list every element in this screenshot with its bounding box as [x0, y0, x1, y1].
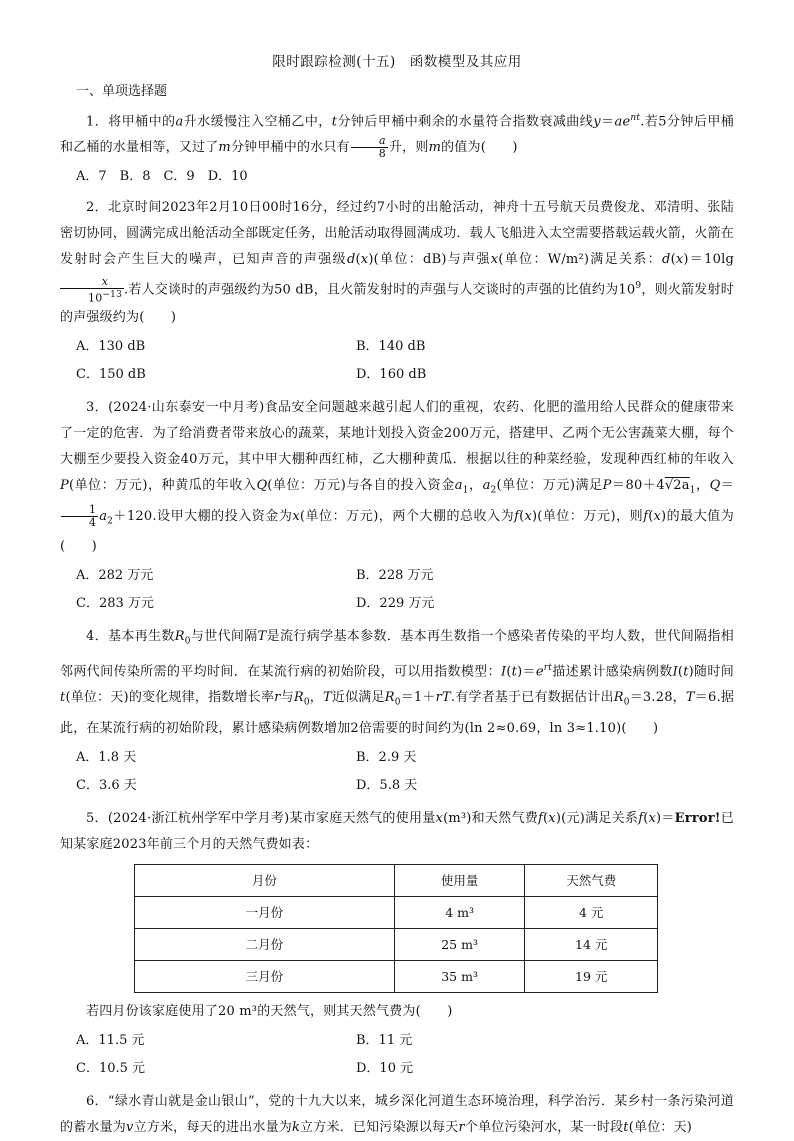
option-d: D．160 dB [356, 366, 427, 382]
question-5-followup: 若四月份该家庭使用了20 m³的天然气，则其天然气费为( ) [86, 1003, 453, 1019]
page-title: 限时跟踪检测(十五) 函数模型及其应用 [272, 54, 522, 70]
option-c: C．3.6 天 [76, 777, 137, 793]
option-a: A．11.5 元 [76, 1032, 145, 1048]
question-6-text: 6．“绿水青山就是金山银山”，党的十九大以来，城乡深化河道生态环境治理，科学治污．某乡村一条污染河道的蓄水量为v立方米，每天的进出水量为k立方米．已知污染源以每天r个单位污染河水，某一时段t(单位：天) [60, 1093, 734, 1135]
question-3-text: 3．(2024·山东泰安一中月考)食品安全问题越来越引起人们的重视，农药、化肥的滥用给人民群众的健康带来了一定的危害．为了给消费者带来放心的蔬菜，某地计划投入资金200万元，搭建甲、乙两个无公害蔬菜大棚，每个大棚至少要投入资金40万元，其中甲大棚种西红柿，乙大棚种黄瓜．根据以往的种菜经验，发现种西红柿的年收入P(单位：万元)，种黄瓜的年收入Q(单位：万元)与各自的投入资金$a_1$，$a_2$(单位：万元)满足$P=80+4√2a_1$，Q＝ $\frac{1}{4}$ $a_2+120$.设甲大棚的投入资金为x(单位：万元)，两个大棚的总收入为f(x)(单位：万元)，则f(x)的最大值为( ) [60, 399, 734, 555]
table-cell: 4 m³ [394, 896, 525, 928]
question-4-text: 4．基本再生数$R_0$与世代间隔T是流行病学基本参数．基本再生数指一个感染者传染的平均人数，世代间隔指相邻两代间传染所需的平均时间．在某流行病的初始阶段，可以用指数模型：$I(t)=e^{rt}$描述累计感染病例数I(t)随时间t(单位：天)的变化规律，指数增长率r与$R_0$，T近似满足$R_0=1+rT$.有学者基于已有数据估计出$R_0=3.28$，T＝6.据此，在某流行病的初始阶段，累计感染病例数增加2倍需要的时间约为(ln 2≈0.69，ln 3≈1.10)( ) [60, 629, 735, 736]
question-5-text: 5．(2024·浙江杭州学军中学月考)某市家庭天然气的使用量x(m³)和天然气费f(x)(元)满足关系f(x)＝Error!已知某家庭2023年前三个月的天然气费如表： [60, 810, 734, 852]
option-d: D．229 万元 [356, 596, 435, 612]
question-2-options [60, 335, 734, 387]
option-b: B．140 dB [356, 338, 426, 354]
table-cell: 14 元 [525, 928, 658, 960]
question-1-options: A．7 B．8 C．9 D．10 [76, 169, 248, 185]
table-header-row [135, 864, 658, 896]
option-c: C．150 dB [76, 366, 146, 382]
option-b: B．228 万元 [356, 568, 434, 584]
fraction-a-over-8: $\frac{a}{8}$ [351, 135, 388, 160]
table-row [135, 896, 658, 928]
question-3-options [60, 564, 734, 616]
option-c: C．283 万元 [76, 596, 154, 612]
gas-fee-table [134, 864, 658, 993]
section-heading: 一、单项选择题 [76, 84, 168, 99]
question-6 [60, 1089, 734, 1141]
table-cell: 19 元 [525, 960, 658, 992]
fraction-x-over-10e-13: $\frac{x}{10^{-13}}$ [60, 275, 124, 305]
option-b: B．2.9 天 [356, 749, 417, 765]
table-cell: 一月份 [135, 896, 395, 928]
question-4 [60, 624, 734, 798]
table-row [135, 960, 658, 992]
table-cell: 二月份 [135, 928, 395, 960]
option-a: A．282 万元 [76, 568, 154, 584]
option-d: D．5.8 天 [356, 777, 418, 793]
option-c: C．10.5 元 [76, 1060, 146, 1076]
table-cell: 25 m³ [394, 928, 525, 960]
table-header-cell: 天然气费 [525, 864, 658, 896]
table-row [135, 928, 658, 960]
question-5 [60, 806, 734, 1081]
table-cell: 4 元 [525, 896, 658, 928]
table-cell: 三月份 [135, 960, 395, 992]
question-1 [60, 105, 734, 189]
table-header-cell: 月份 [135, 864, 395, 896]
fraction-one-quarter: $\frac{1}{4}$ [61, 504, 98, 529]
question-3 [60, 395, 734, 616]
table-header-cell: 使用量 [394, 864, 525, 896]
question-2-text: 2．北京时间2023年2月10日00时16分，经过约7小时的出舱活动，神舟十五号航天员费俊龙、邓清明、张陆密切协同，圆满完成出舱活动全部既定任务，出舱活动取得圆满成功．载人飞船进入太空需要搭载运载火箭，火箭在发射时会产生巨大的噪声，已知声音的声强级d(x)(单位：dB)与声强x(单位：W/m²)满足关系：d(x)＝10lg $\frac{x}{10^{-13}}$ .若人交谈时的声强级约为50 dB，且火箭发射时的声强与人交谈时的声强的比值约为$10^9$，则火箭发射时的声强级约为( ) [60, 200, 735, 325]
question-4-options [60, 746, 734, 798]
question-2 [60, 195, 734, 387]
option-b: B．11 元 [356, 1032, 413, 1048]
option-d: D．10 元 [356, 1060, 414, 1076]
option-a: A．1.8 天 [76, 749, 137, 765]
question-5-options [60, 1029, 734, 1081]
question-1-text: 1．将甲桶中的a升水缓慢注入空桶乙中，t分钟后甲桶中剩余的水量符合指数衰减曲线$y=ae^{nt}$.若5分钟后甲桶和乙桶的水量相等，又过了m分钟甲桶中的水只有 $\frac{a}{8}$ 升，则m的值为( ) [60, 113, 735, 161]
option-a: A．130 dB [76, 338, 146, 354]
table-cell: 35 m³ [394, 960, 525, 992]
